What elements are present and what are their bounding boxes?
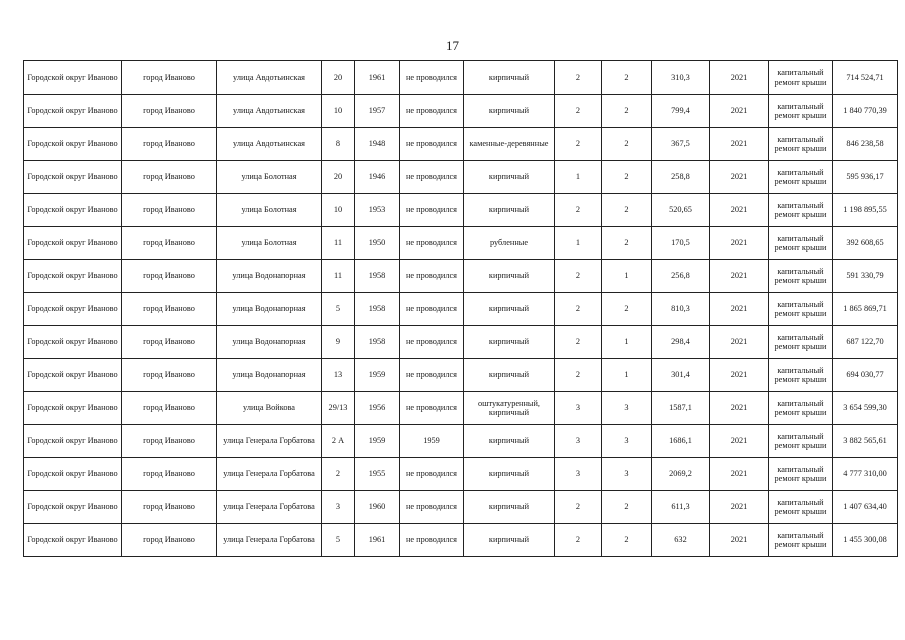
- cell-amount: 1 865 869,71: [833, 293, 898, 326]
- cell-work-type: капитальный ремонт крыши: [769, 326, 833, 359]
- cell-build-year: 1958: [355, 326, 400, 359]
- cell-plan-year: 2021: [710, 194, 769, 227]
- cell-district: Городской округ Иваново: [24, 458, 122, 491]
- cell-street: улица Болотная: [217, 227, 322, 260]
- cell-wall-material: кирпичный: [464, 194, 555, 227]
- cell-house-number: 8: [322, 128, 355, 161]
- cell-house-number: 10: [322, 194, 355, 227]
- cell-entrances: 1: [602, 359, 652, 392]
- cell-area: 256,8: [652, 260, 710, 293]
- cell-street: улица Болотная: [217, 161, 322, 194]
- page-number: 17: [446, 38, 459, 53]
- cell-last-repair-year: не проводился: [400, 194, 464, 227]
- cell-amount: 1 198 895,55: [833, 194, 898, 227]
- cell-area: 611,3: [652, 491, 710, 524]
- cell-build-year: 1960: [355, 491, 400, 524]
- cell-district: Городской округ Иваново: [24, 194, 122, 227]
- cell-wall-material: кирпичный: [464, 61, 555, 95]
- table-row: [24, 458, 898, 491]
- cell-floors: 2: [555, 293, 602, 326]
- cell-street: улица Генерала Горбатова: [217, 458, 322, 491]
- cell-area: 170,5: [652, 227, 710, 260]
- cell-entrances: 2: [602, 293, 652, 326]
- cell-work-type: капитальный ремонт крыши: [769, 491, 833, 524]
- cell-area: 632: [652, 524, 710, 557]
- cell-work-type: капитальный ремонт крыши: [769, 524, 833, 557]
- cell-plan-year: 2021: [710, 260, 769, 293]
- cell-entrances: 2: [602, 128, 652, 161]
- cell-build-year: 1957: [355, 95, 400, 128]
- cell-amount: 4 777 310,00: [833, 458, 898, 491]
- cell-street: улица Водонапорная: [217, 293, 322, 326]
- cell-work-type: капитальный ремонт крыши: [769, 61, 833, 95]
- cell-last-repair-year: не проводился: [400, 61, 464, 95]
- table-row: [24, 293, 898, 326]
- cell-district: Городской округ Иваново: [24, 293, 122, 326]
- cell-wall-material: кирпичный: [464, 161, 555, 194]
- cell-street: улица Болотная: [217, 194, 322, 227]
- cell-house-number: 20: [322, 161, 355, 194]
- cell-house-number: 5: [322, 293, 355, 326]
- cell-area: 810,3: [652, 293, 710, 326]
- cell-wall-material: кирпичный: [464, 95, 555, 128]
- table-row: [24, 524, 898, 557]
- cell-build-year: 1958: [355, 260, 400, 293]
- cell-street: улица Авдотьинская: [217, 95, 322, 128]
- cell-area: 520,65: [652, 194, 710, 227]
- cell-wall-material: кирпичный: [464, 491, 555, 524]
- cell-build-year: 1955: [355, 458, 400, 491]
- cell-floors: 2: [555, 194, 602, 227]
- cell-area: 1686,1: [652, 425, 710, 458]
- cell-last-repair-year: не проводился: [400, 458, 464, 491]
- table-row: [24, 161, 898, 194]
- cell-floors: 3: [555, 392, 602, 425]
- cell-wall-material: кирпичный: [464, 326, 555, 359]
- table-row: [24, 326, 898, 359]
- cell-amount: 1 455 300,08: [833, 524, 898, 557]
- cell-work-type: капитальный ремонт крыши: [769, 95, 833, 128]
- cell-build-year: 1961: [355, 524, 400, 557]
- cell-work-type: капитальный ремонт крыши: [769, 260, 833, 293]
- table-row: [24, 491, 898, 524]
- cell-settlement: город Иваново: [122, 260, 217, 293]
- cell-entrances: 2: [602, 491, 652, 524]
- cell-street: улица Водонапорная: [217, 359, 322, 392]
- cell-house-number: 9: [322, 326, 355, 359]
- cell-work-type: капитальный ремонт крыши: [769, 458, 833, 491]
- cell-district: Городской округ Иваново: [24, 359, 122, 392]
- cell-house-number: 20: [322, 61, 355, 95]
- cell-settlement: город Иваново: [122, 458, 217, 491]
- cell-wall-material: кирпичный: [464, 359, 555, 392]
- cell-floors: 3: [555, 425, 602, 458]
- cell-plan-year: 2021: [710, 61, 769, 95]
- cell-last-repair-year: не проводился: [400, 491, 464, 524]
- cell-settlement: город Иваново: [122, 194, 217, 227]
- cell-floors: 1: [555, 227, 602, 260]
- table-row: [24, 392, 898, 425]
- cell-floors: 2: [555, 359, 602, 392]
- cell-build-year: 1959: [355, 425, 400, 458]
- cell-settlement: город Иваново: [122, 227, 217, 260]
- cell-entrances: 3: [602, 425, 652, 458]
- cell-house-number: 11: [322, 227, 355, 260]
- cell-plan-year: 2021: [710, 227, 769, 260]
- table-row: [24, 95, 898, 128]
- cell-house-number: 5: [322, 524, 355, 557]
- cell-floors: 2: [555, 524, 602, 557]
- cell-amount: 392 608,65: [833, 227, 898, 260]
- cell-work-type: капитальный ремонт крыши: [769, 128, 833, 161]
- table-row: [24, 359, 898, 392]
- cell-district: Городской округ Иваново: [24, 95, 122, 128]
- cell-street: улица Генерала Горбатова: [217, 524, 322, 557]
- cell-district: Городской округ Иваново: [24, 61, 122, 95]
- cell-plan-year: 2021: [710, 326, 769, 359]
- cell-area: 298,4: [652, 326, 710, 359]
- cell-work-type: капитальный ремонт крыши: [769, 425, 833, 458]
- cell-last-repair-year: не проводился: [400, 128, 464, 161]
- cell-area: 799,4: [652, 95, 710, 128]
- cell-wall-material: кирпичный: [464, 293, 555, 326]
- cell-plan-year: 2021: [710, 293, 769, 326]
- table-row: [24, 260, 898, 293]
- cell-build-year: 1961: [355, 61, 400, 95]
- cell-last-repair-year: не проводился: [400, 326, 464, 359]
- cell-settlement: город Иваново: [122, 524, 217, 557]
- cell-plan-year: 2021: [710, 491, 769, 524]
- cell-work-type: капитальный ремонт крыши: [769, 359, 833, 392]
- cell-settlement: город Иваново: [122, 326, 217, 359]
- cell-plan-year: 2021: [710, 161, 769, 194]
- cell-district: Городской округ Иваново: [24, 392, 122, 425]
- table-row: [24, 194, 898, 227]
- table-row: [24, 128, 898, 161]
- table-row: [24, 61, 898, 95]
- cell-street: улица Авдотьинская: [217, 128, 322, 161]
- cell-entrances: 1: [602, 260, 652, 293]
- cell-build-year: 1953: [355, 194, 400, 227]
- cell-plan-year: 2021: [710, 95, 769, 128]
- cell-floors: 2: [555, 491, 602, 524]
- cell-district: Городской округ Иваново: [24, 128, 122, 161]
- cell-area: 1587,1: [652, 392, 710, 425]
- cell-wall-material: кирпичный: [464, 260, 555, 293]
- cell-build-year: 1946: [355, 161, 400, 194]
- cell-settlement: город Иваново: [122, 61, 217, 95]
- cell-last-repair-year: не проводился: [400, 359, 464, 392]
- cell-wall-material: рубленные: [464, 227, 555, 260]
- cell-entrances: 2: [602, 524, 652, 557]
- cell-last-repair-year: 1959: [400, 425, 464, 458]
- cell-district: Городской округ Иваново: [24, 227, 122, 260]
- cell-street: улица Водонапорная: [217, 260, 322, 293]
- cell-area: 301,4: [652, 359, 710, 392]
- cell-build-year: 1956: [355, 392, 400, 425]
- cell-work-type: капитальный ремонт крыши: [769, 194, 833, 227]
- cell-last-repair-year: не проводился: [400, 392, 464, 425]
- cell-floors: 2: [555, 95, 602, 128]
- cell-amount: 687 122,70: [833, 326, 898, 359]
- cell-wall-material: кирпичный: [464, 458, 555, 491]
- cell-area: 367,5: [652, 128, 710, 161]
- cell-entrances: 2: [602, 194, 652, 227]
- cell-amount: 595 936,17: [833, 161, 898, 194]
- cell-house-number: 2: [322, 458, 355, 491]
- cell-floors: 1: [555, 161, 602, 194]
- cell-entrances: 2: [602, 95, 652, 128]
- cell-settlement: город Иваново: [122, 293, 217, 326]
- cell-amount: 1 407 634,40: [833, 491, 898, 524]
- table-body: [24, 61, 898, 557]
- cell-settlement: город Иваново: [122, 128, 217, 161]
- cell-build-year: 1958: [355, 293, 400, 326]
- cell-entrances: 2: [602, 61, 652, 95]
- cell-settlement: город Иваново: [122, 491, 217, 524]
- cell-settlement: город Иваново: [122, 161, 217, 194]
- cell-house-number: 10: [322, 95, 355, 128]
- cell-district: Городской округ Иваново: [24, 161, 122, 194]
- cell-last-repair-year: не проводился: [400, 227, 464, 260]
- cell-district: Городской округ Иваново: [24, 491, 122, 524]
- cell-floors: 2: [555, 61, 602, 95]
- cell-wall-material: кирпичный: [464, 425, 555, 458]
- cell-street: улица Генерала Горбатова: [217, 491, 322, 524]
- cell-plan-year: 2021: [710, 359, 769, 392]
- cell-plan-year: 2021: [710, 392, 769, 425]
- cell-wall-material: каменные-деревянные: [464, 128, 555, 161]
- cell-amount: 694 030,77: [833, 359, 898, 392]
- cell-amount: 591 330,79: [833, 260, 898, 293]
- cell-area: 2069,2: [652, 458, 710, 491]
- housing-registry-table: [23, 60, 898, 557]
- table-row: [24, 227, 898, 260]
- cell-district: Городской округ Иваново: [24, 425, 122, 458]
- table-row: [24, 425, 898, 458]
- cell-last-repair-year: не проводился: [400, 524, 464, 557]
- cell-plan-year: 2021: [710, 524, 769, 557]
- cell-wall-material: кирпичный: [464, 524, 555, 557]
- cell-house-number: 2 А: [322, 425, 355, 458]
- cell-wall-material: оштукатуренный, кирпичный: [464, 392, 555, 425]
- cell-street: улица Водонапорная: [217, 326, 322, 359]
- cell-build-year: 1959: [355, 359, 400, 392]
- cell-work-type: капитальный ремонт крыши: [769, 161, 833, 194]
- cell-area: 258,8: [652, 161, 710, 194]
- cell-build-year: 1950: [355, 227, 400, 260]
- cell-street: улица Войкова: [217, 392, 322, 425]
- cell-settlement: город Иваново: [122, 425, 217, 458]
- cell-amount: 3 654 599,30: [833, 392, 898, 425]
- cell-work-type: капитальный ремонт крыши: [769, 392, 833, 425]
- cell-amount: 846 238,58: [833, 128, 898, 161]
- cell-amount: 714 524,71: [833, 61, 898, 95]
- cell-entrances: 2: [602, 161, 652, 194]
- cell-last-repair-year: не проводился: [400, 293, 464, 326]
- cell-floors: 2: [555, 326, 602, 359]
- cell-entrances: 1: [602, 326, 652, 359]
- cell-settlement: город Иваново: [122, 359, 217, 392]
- cell-street: улица Авдотьинская: [217, 61, 322, 95]
- cell-build-year: 1948: [355, 128, 400, 161]
- cell-area: 310,3: [652, 61, 710, 95]
- cell-plan-year: 2021: [710, 425, 769, 458]
- cell-plan-year: 2021: [710, 128, 769, 161]
- cell-settlement: город Иваново: [122, 392, 217, 425]
- cell-last-repair-year: не проводился: [400, 260, 464, 293]
- cell-floors: 2: [555, 128, 602, 161]
- cell-last-repair-year: не проводился: [400, 161, 464, 194]
- cell-district: Городской округ Иваново: [24, 260, 122, 293]
- cell-house-number: 3: [322, 491, 355, 524]
- cell-house-number: 29/13: [322, 392, 355, 425]
- cell-floors: 2: [555, 260, 602, 293]
- cell-settlement: город Иваново: [122, 95, 217, 128]
- cell-last-repair-year: не проводился: [400, 95, 464, 128]
- cell-work-type: капитальный ремонт крыши: [769, 293, 833, 326]
- cell-street: улица Генерала Горбатова: [217, 425, 322, 458]
- cell-entrances: 3: [602, 392, 652, 425]
- cell-amount: 3 882 565,61: [833, 425, 898, 458]
- cell-plan-year: 2021: [710, 458, 769, 491]
- cell-amount: 1 840 770,39: [833, 95, 898, 128]
- cell-work-type: капитальный ремонт крыши: [769, 227, 833, 260]
- cell-entrances: 2: [602, 227, 652, 260]
- cell-district: Городской округ Иваново: [24, 326, 122, 359]
- cell-house-number: 11: [322, 260, 355, 293]
- cell-floors: 3: [555, 458, 602, 491]
- cell-district: Городской округ Иваново: [24, 524, 122, 557]
- cell-house-number: 13: [322, 359, 355, 392]
- cell-entrances: 3: [602, 458, 652, 491]
